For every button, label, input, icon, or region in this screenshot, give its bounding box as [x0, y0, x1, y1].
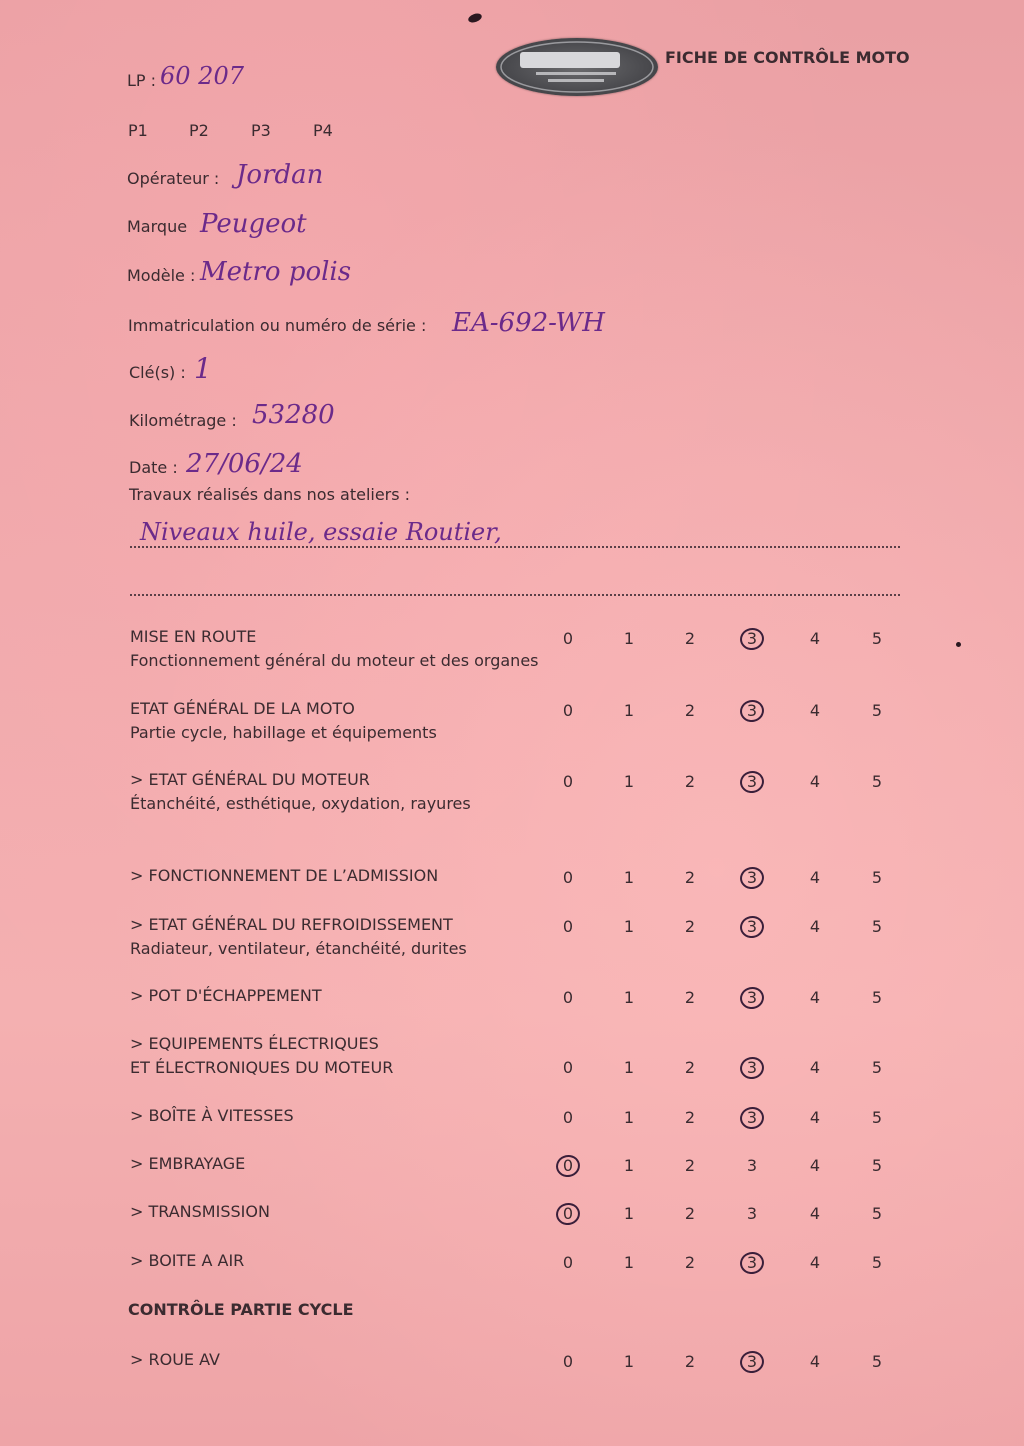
- score-1[interactable]: 1: [623, 701, 635, 720]
- km-label: Kilométrage :: [129, 411, 237, 430]
- lp-label: LP :: [127, 71, 157, 90]
- score-1[interactable]: 1: [623, 1253, 635, 1272]
- position-p4: P4: [313, 121, 333, 140]
- cles-value: 1: [194, 352, 212, 385]
- score-1[interactable]: 1: [623, 1204, 635, 1223]
- score-5[interactable]: 5: [871, 868, 883, 887]
- score-0[interactable]: 0: [562, 988, 574, 1007]
- travaux-line-2: [130, 594, 900, 596]
- check-title: MISE EN ROUTE: [130, 627, 257, 646]
- score-0[interactable]: 0: [562, 1253, 574, 1272]
- section-heading: CONTRÔLE PARTIE CYCLE: [128, 1300, 354, 1319]
- check-title: > EQUIPEMENTS ÉLECTRIQUES: [130, 1034, 379, 1053]
- check-subtitle: Radiateur, ventilateur, étanchéité, durites: [130, 939, 467, 958]
- position-p1: P1: [128, 121, 148, 140]
- company-logo: [496, 38, 658, 96]
- immat-value: EA-692-WH: [452, 308, 605, 338]
- check-title: > EMBRAYAGE: [130, 1154, 246, 1173]
- score-0[interactable]: 0: [562, 868, 574, 887]
- immat-label: Immatriculation ou numéro de série :: [128, 316, 427, 335]
- check-title: ETAT GÉNÉRAL DE LA MOTO: [130, 699, 355, 718]
- score-0[interactable]: 0: [562, 1204, 574, 1223]
- check-title: > TRANSMISSION: [130, 1202, 270, 1221]
- score-1[interactable]: 1: [623, 1108, 635, 1127]
- score-3[interactable]: 3: [746, 1352, 758, 1371]
- check-subtitle: ET ÉLECTRONIQUES DU MOTEUR: [130, 1058, 394, 1077]
- score-1[interactable]: 1: [623, 1058, 635, 1077]
- score-2[interactable]: 2: [684, 701, 696, 720]
- score-1[interactable]: 1: [623, 868, 635, 887]
- check-title: > ETAT GÉNÉRAL DU REFROIDISSEMENT: [130, 915, 453, 934]
- marque-label: Marque: [127, 217, 188, 236]
- check-title: > BOITE A AIR: [130, 1251, 245, 1270]
- score-5[interactable]: 5: [871, 701, 883, 720]
- date-label: Date :: [129, 458, 178, 477]
- score-2[interactable]: 2: [684, 1352, 696, 1371]
- score-4[interactable]: 4: [809, 629, 821, 648]
- score-5[interactable]: 5: [871, 1253, 883, 1272]
- score-1[interactable]: 1: [623, 629, 635, 648]
- score-3[interactable]: 3: [746, 1156, 758, 1175]
- score-4[interactable]: 4: [809, 701, 821, 720]
- ink-dot: [956, 642, 961, 647]
- ink-speck: [467, 12, 483, 24]
- score-1[interactable]: 1: [623, 772, 635, 791]
- score-0[interactable]: 0: [562, 1058, 574, 1077]
- date-value: 27/06/24: [186, 449, 303, 479]
- score-3[interactable]: 3: [746, 1108, 758, 1127]
- score-5[interactable]: 5: [871, 629, 883, 648]
- score-2[interactable]: 2: [684, 917, 696, 936]
- score-5[interactable]: 5: [871, 1108, 883, 1127]
- score-2[interactable]: 2: [684, 1156, 696, 1175]
- score-4[interactable]: 4: [809, 1352, 821, 1371]
- score-0[interactable]: 0: [562, 701, 574, 720]
- score-4[interactable]: 4: [809, 917, 821, 936]
- score-5[interactable]: 5: [871, 1058, 883, 1077]
- travaux-line-1: [130, 546, 900, 548]
- score-4[interactable]: 4: [809, 1156, 821, 1175]
- score-4[interactable]: 4: [809, 1108, 821, 1127]
- score-5[interactable]: 5: [871, 988, 883, 1007]
- score-0[interactable]: 0: [562, 1156, 574, 1175]
- position-p2: P2: [189, 121, 209, 140]
- score-2[interactable]: 2: [684, 1253, 696, 1272]
- travaux-label: Travaux réalisés dans nos ateliers :: [129, 485, 411, 504]
- check-subtitle: Fonctionnement général du moteur et des organes: [130, 651, 539, 670]
- score-1[interactable]: 1: [623, 1352, 635, 1371]
- score-3[interactable]: 3: [746, 868, 758, 887]
- cles-label: Clé(s) :: [129, 363, 186, 382]
- score-5[interactable]: 5: [871, 772, 883, 791]
- marque-value: Peugeot: [200, 209, 307, 239]
- score-5[interactable]: 5: [871, 1156, 883, 1175]
- score-4[interactable]: 4: [809, 1058, 821, 1077]
- check-subtitle: Étanchéité, esthétique, oxydation, rayures: [130, 794, 471, 813]
- score-4[interactable]: 4: [809, 868, 821, 887]
- score-3[interactable]: 3: [746, 1204, 758, 1223]
- score-4[interactable]: 4: [809, 772, 821, 791]
- score-3[interactable]: 3: [746, 917, 758, 936]
- operateur-value: Jordan: [236, 160, 324, 190]
- score-3[interactable]: 3: [746, 772, 758, 791]
- score-5[interactable]: 5: [871, 1352, 883, 1371]
- score-2[interactable]: 2: [684, 1058, 696, 1077]
- score-2[interactable]: 2: [684, 1204, 696, 1223]
- score-0[interactable]: 0: [562, 1352, 574, 1371]
- score-1[interactable]: 1: [623, 988, 635, 1007]
- document-title: FICHE DE CONTRÔLE MOTO: [665, 48, 910, 67]
- score-2[interactable]: 2: [684, 772, 696, 791]
- check-title: > BOÎTE À VITESSES: [130, 1106, 294, 1125]
- position-p3: P3: [251, 121, 271, 140]
- score-2[interactable]: 2: [684, 868, 696, 887]
- score-3[interactable]: 3: [746, 1058, 758, 1077]
- score-3[interactable]: 3: [746, 629, 758, 648]
- score-0[interactable]: 0: [562, 917, 574, 936]
- check-subtitle: Partie cycle, habillage et équipements: [130, 723, 437, 742]
- score-4[interactable]: 4: [809, 1204, 821, 1223]
- score-0[interactable]: 0: [562, 772, 574, 791]
- km-value: 53280: [252, 400, 335, 430]
- modele-label: Modèle :: [127, 266, 196, 285]
- score-2[interactable]: 2: [684, 1108, 696, 1127]
- score-1[interactable]: 1: [623, 1156, 635, 1175]
- check-title: > FONCTIONNEMENT DE L’ADMISSION: [130, 866, 439, 885]
- check-title: > POT D'ÉCHAPPEMENT: [130, 986, 322, 1005]
- check-title: > ETAT GÉNÉRAL DU MOTEUR: [130, 770, 370, 789]
- lp-value: 60 207: [160, 62, 244, 90]
- score-3[interactable]: 3: [746, 988, 758, 1007]
- score-3[interactable]: 3: [746, 701, 758, 720]
- modele-value: Metro polis: [200, 257, 352, 287]
- score-5[interactable]: 5: [871, 1204, 883, 1223]
- score-1[interactable]: 1: [623, 917, 635, 936]
- score-2[interactable]: 2: [684, 629, 696, 648]
- score-4[interactable]: 4: [809, 988, 821, 1007]
- score-5[interactable]: 5: [871, 917, 883, 936]
- travaux-value: Niveaux huile, essaie Routier,: [140, 518, 502, 546]
- score-2[interactable]: 2: [684, 988, 696, 1007]
- score-0[interactable]: 0: [562, 1108, 574, 1127]
- score-3[interactable]: 3: [746, 1253, 758, 1272]
- check-title: > ROUE AV: [130, 1350, 220, 1369]
- score-0[interactable]: 0: [562, 629, 574, 648]
- operateur-label: Opérateur :: [127, 169, 220, 188]
- score-4[interactable]: 4: [809, 1253, 821, 1272]
